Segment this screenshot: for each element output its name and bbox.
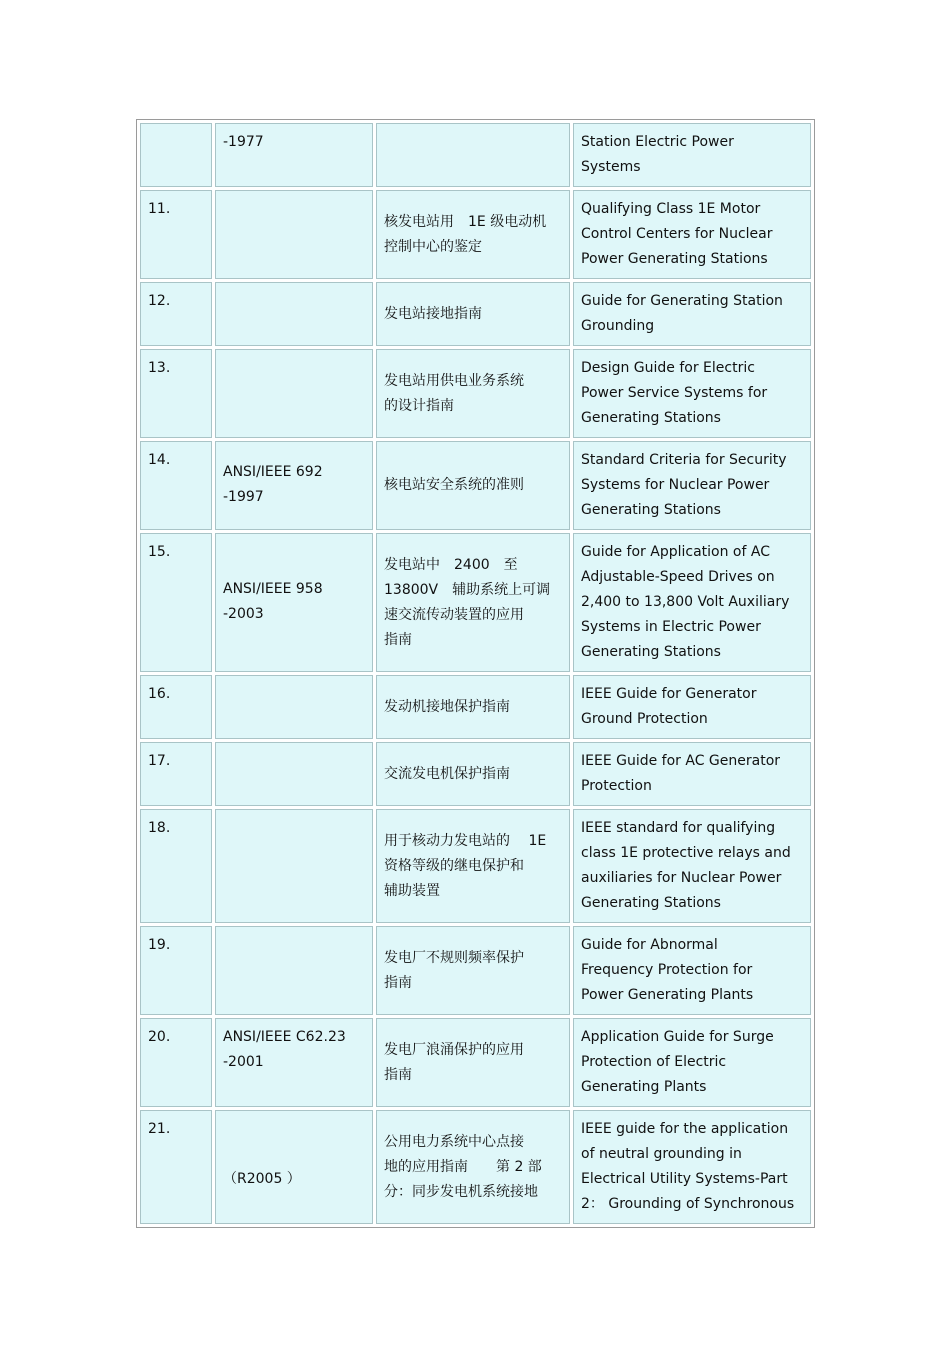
standard-code: [215, 349, 373, 438]
table-row: [140, 349, 811, 438]
table-row: [140, 441, 811, 530]
table-row: [140, 123, 811, 187]
row-number: 15.: [140, 533, 212, 672]
chinese-title: 发电站接地指南: [376, 282, 570, 346]
english-title: Standard Criteria for Security Systems for Nuclear Power Generating Stations: [573, 441, 811, 530]
chinese-title: 发电站中 2400 至 13800V 辅助系统上可调 速交流传动装置的应用 指南: [376, 533, 570, 672]
english-title: Station Electric Power Systems: [573, 123, 811, 187]
standard-code: [215, 190, 373, 279]
row-number: 21.: [140, 1110, 212, 1224]
table-row: [140, 675, 811, 739]
chinese-title: 核电站安全系统的准则: [376, 441, 570, 530]
standard-code: [215, 675, 373, 739]
english-title: Design Guide for Electric Power Service Systems for Generating Stations: [573, 349, 811, 438]
standard-code: ANSI/IEEE 692 -1997: [215, 441, 373, 530]
table-row: [140, 926, 811, 1015]
table-row: [140, 190, 811, 279]
english-title: IEEE Guide for Generator Ground Protection: [573, 675, 811, 739]
row-number: 11.: [140, 190, 212, 279]
chinese-title: 发电厂浪涌保护的应用 指南: [376, 1018, 570, 1107]
row-number: 14.: [140, 441, 212, 530]
table-row: [140, 809, 811, 923]
english-title: Guide for Application of AC Adjustable-Speed Drives on 2,400 to 13,800 Volt Auxiliary Systems in Electric Power Generating Stations: [573, 533, 811, 672]
standard-code: （R2005 ）: [215, 1110, 373, 1224]
row-number: 12.: [140, 282, 212, 346]
english-title: Application Guide for Surge Protection of Electric Generating Plants: [573, 1018, 811, 1107]
standards-table-body: [140, 123, 811, 1224]
english-title: Qualifying Class 1E Motor Control Centers for Nuclear Power Generating Stations: [573, 190, 811, 279]
standard-code: [215, 926, 373, 1015]
standards-table-container: [136, 119, 815, 1228]
chinese-title: 交流发电机保护指南: [376, 742, 570, 806]
standard-code: [215, 282, 373, 346]
row-number: 20.: [140, 1018, 212, 1107]
row-number: 18.: [140, 809, 212, 923]
standard-code: ANSI/IEEE C62.23 -2001: [215, 1018, 373, 1107]
row-number: [140, 123, 212, 187]
standard-code: [215, 742, 373, 806]
table-row: [140, 282, 811, 346]
chinese-title: [376, 123, 570, 187]
row-number: 17.: [140, 742, 212, 806]
standard-code: ANSI/IEEE 958 -2003: [215, 533, 373, 672]
chinese-title: 用于核动力发电站的 1E 资格等级的继电保护和 辅助装置: [376, 809, 570, 923]
english-title: Guide for Abnormal Frequency Protection for Power Generating Plants: [573, 926, 811, 1015]
row-number: 19.: [140, 926, 212, 1015]
english-title: IEEE Guide for AC Generator Protection: [573, 742, 811, 806]
table-row: [140, 533, 811, 672]
standards-table: [137, 120, 814, 1227]
chinese-title: 核发电站用 1E 级电动机 控制中心的鉴定: [376, 190, 570, 279]
standard-code: [215, 809, 373, 923]
standard-code: -1977: [215, 123, 373, 187]
chinese-title: 发动机接地保护指南: [376, 675, 570, 739]
row-number: 13.: [140, 349, 212, 438]
chinese-title: 发电站用供电业务系统 的设计指南: [376, 349, 570, 438]
english-title: Guide for Generating Station Grounding: [573, 282, 811, 346]
english-title: IEEE standard for qualifying class 1E protective relays and auxiliaries for Nuclear Power Generating Stations: [573, 809, 811, 923]
table-row: [140, 1018, 811, 1107]
table-row: [140, 1110, 811, 1224]
row-number: 16.: [140, 675, 212, 739]
english-title: IEEE guide for the application of neutral grounding in Electrical Utility Systems-Part 2： Grounding of Synchronous: [573, 1110, 811, 1224]
chinese-title: 发电厂不规则频率保护 指南: [376, 926, 570, 1015]
table-row: [140, 742, 811, 806]
chinese-title: 公用电力系统中心点接 地的应用指南 第 2 部 分：同步发电机系统接地: [376, 1110, 570, 1224]
